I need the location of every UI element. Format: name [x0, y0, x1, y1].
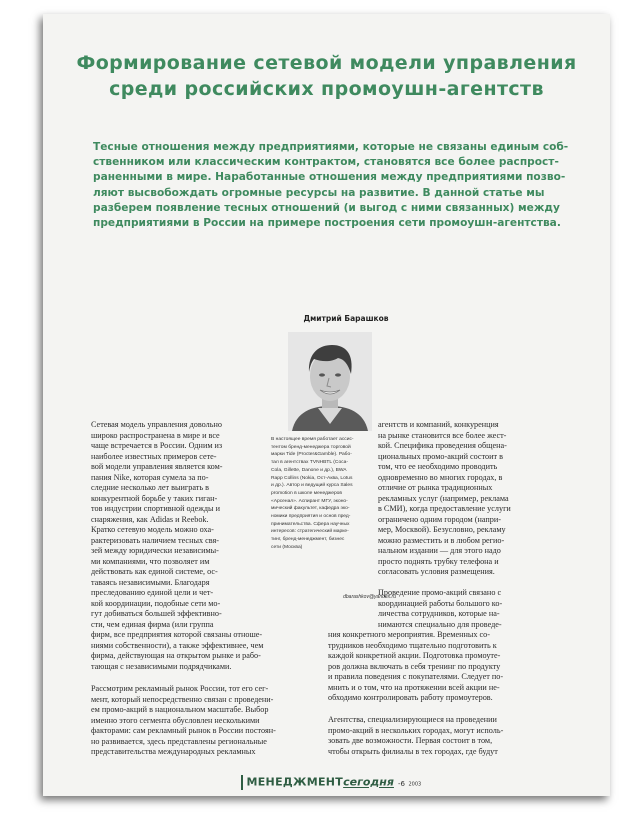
lead-line: ляют высвобождать огромные ресурсы на развитие. В данной статье мы: [93, 186, 545, 199]
lead-line: раненными в мире. Наработанные отношения между предприятиями позво-: [93, 171, 566, 184]
body-line: вой модели управления является ком-: [91, 462, 223, 471]
bio-line: тинг, бренд-менеджмент, бизнес: [271, 537, 345, 543]
title-line: Формирование сетевой модели управления: [76, 52, 577, 74]
body-line: и правила поведения с покупателями. Следует по-: [328, 672, 504, 681]
body-line: Сетевая модель управления довольно: [91, 420, 222, 429]
body-line: координацией работы большого ко-: [378, 598, 503, 608]
body-line: следние несколько лет выиграть в: [91, 483, 209, 492]
body-line: ров должна включать в себя тренинг по продукту: [328, 661, 501, 671]
body-column-left-wide: [91, 630, 325, 672]
body-line: представительства международных рекламных: [91, 747, 256, 756]
body-line: ем промо-акций в национальном масштабе. Выбор: [91, 705, 269, 714]
body-line: ограничено одним городом (напри-: [378, 514, 501, 524]
body-line: пания Nike, которая сумела за по-: [91, 472, 209, 482]
body-line: снаряжения, как Adidas и Reebok.: [91, 514, 209, 524]
body-line: том, что ее необходимо проводить: [378, 462, 498, 471]
body-line: одновременно во многих городах, в: [378, 472, 503, 482]
body-line: согласовать условия размещения.: [378, 567, 495, 576]
body-column-center: [328, 630, 556, 704]
issue-year: 2003: [408, 781, 422, 788]
body-line: агентств и компаний, конкуренция: [378, 420, 499, 429]
article-lead: [93, 140, 569, 231]
body-line: нальном издании — для этого надо: [378, 546, 501, 555]
bio-line: марки Tide (Procter&Gamble). Рабо-: [271, 452, 352, 458]
issue-number: -6: [397, 779, 405, 788]
page-footer: [241, 775, 421, 790]
author-name: Дмитрий Барашков: [303, 314, 389, 323]
bio-line: интересов: стратегический марке-: [271, 529, 349, 535]
body-line: действовать как единой системе, ос-: [91, 567, 218, 576]
body-line: мер, Москвой). Безусловно, рекламу: [378, 525, 506, 534]
bio-line: «Арсенал». Аспирант МГУ, эконо-: [271, 498, 348, 504]
body-column-right-para2: [378, 588, 556, 630]
body-line: тов индустрии спортивной одежды и: [91, 504, 220, 513]
body-line: мент, который непосредственно связан с проведени-: [91, 694, 274, 704]
body-line: рактеризовать наличием тесных свя-: [91, 535, 219, 545]
author-email[interactable]: dbarashkov@yandex.ru: [343, 594, 396, 600]
body-line: тающая с независимыми подрядчиками.: [91, 661, 232, 671]
body-line: отличие от рынка традиционных: [378, 483, 493, 492]
magazine-brand: МЕНЕДЖМЕНТ: [246, 775, 344, 789]
body-line: можно разместить и в любом регио-: [378, 535, 505, 545]
lead-line: Тесные отношения между предприятиями, которые не связаны единым соб-: [93, 141, 569, 153]
body-column-left: [91, 420, 271, 630]
body-line: Агентства, специализирующиеся на проведении: [328, 715, 497, 724]
body-line: циональных промо-акций состоит в: [378, 451, 504, 461]
body-line: нимаются специально для проведе-: [378, 619, 502, 629]
body-column-left-para2: [91, 684, 323, 758]
body-line: конкурентной борьбе у таких гиган-: [91, 493, 218, 503]
title-line: среди российских промоушн-агентств: [109, 78, 544, 100]
bio-line: promotion в школе менеджеров: [271, 490, 343, 496]
body-line: личества сотрудников, которые на-: [378, 609, 500, 618]
body-line: широко распространена в мире и все: [91, 430, 220, 440]
body-line: обходимо контролировать работу промоутеров.: [328, 693, 493, 702]
author-photo: [288, 332, 372, 431]
footer-divider: [241, 775, 243, 790]
body-line: зей между юридически независимы-: [91, 546, 219, 555]
body-line: кой координации, подобные сети мо-: [91, 598, 221, 608]
bio-line: тентом бренд-менеджера торговой: [271, 444, 351, 450]
bio-line: сети (Москва): [271, 544, 303, 550]
body-line: зовать две возможности. Первая состоит в том,: [328, 736, 493, 745]
body-line: рекламных услуг (например, реклама: [378, 493, 509, 503]
body-line: факторами: сам рекламный рынок в России постоян-: [91, 726, 276, 735]
body-line: преследованию единой цели и чет-: [91, 588, 214, 597]
body-line: трудников необходимо тщательно подготовить к: [328, 640, 497, 650]
body-line: чаще встречается в России. Одним из: [91, 441, 223, 450]
lead-line: ственником или классическим контрактом, становятся все более распрост-: [93, 156, 559, 169]
body-line: каждой конкретной акции. Подготовка промоуте-: [328, 651, 501, 660]
body-line: именно этого сегмента обусловлен несколькими: [91, 715, 260, 725]
body-line: гут добиваться большей эффективно-: [91, 609, 222, 618]
bio-line: Rapp Collins (Nokia, Ост-Аква, Lotus: [271, 475, 353, 481]
body-line: Рассмотрим рекламный рынок России, тот его сег-: [91, 684, 269, 693]
bio-line: принимательства. Сфера научных: [271, 521, 350, 527]
lead-line: предприятиями в России на примере построения сети промоушн-агентства.: [93, 217, 561, 230]
body-line: на рынке становится все более жест-: [378, 430, 507, 440]
body-line: но развивается, здесь представлены региональные: [91, 736, 267, 746]
lead-line: разберем появление тесных отношений (и выгод с ними связанных) между: [93, 201, 560, 214]
magazine-brand-suffix: сегодня: [343, 775, 394, 789]
body-line: сти, чем единая фирма (или группа: [91, 619, 214, 629]
body-line: кой. Специфика проведения общена-: [378, 441, 507, 450]
body-column-right: [378, 420, 556, 578]
body-line: Кратко сетевую модель можно оха-: [91, 525, 214, 534]
body-column-center-para2: [328, 715, 556, 757]
body-line: Проведение промо-акций связано с: [378, 588, 502, 597]
bio-line: Cola, Gillette, Danone и др.), BWA: [271, 467, 347, 473]
bio-line: и др.). Автор и ведущий курса Sales: [271, 483, 353, 489]
portrait-image: [288, 332, 372, 431]
body-line: ния конкретного мероприятия. Временных со-: [328, 630, 490, 639]
body-line: наиболее известных примеров сете-: [91, 451, 217, 461]
body-line: ниями собственности), а также эффективнее, чем: [91, 640, 264, 650]
body-line: фирм, все предприятия которой связаны отноше-: [91, 630, 263, 639]
body-line: просто поднять трубку телефона и: [378, 556, 499, 566]
body-line: чтобы открыть филиалы в тех городах, где будут: [328, 746, 498, 756]
bio-line: мический факультет, кафедра эко-: [271, 506, 350, 512]
body-line: таваясь независимыми. Благодаря: [91, 577, 210, 587]
body-line: ми компаниями, что позволяет им: [91, 556, 210, 566]
body-line: промо-акций в нескольких городах, могут исполь-: [328, 725, 504, 735]
article-title: [43, 50, 610, 102]
bio-line: тал в агентствах TVNHBTL (Coca-: [271, 460, 348, 466]
body-line: в СМИ), когда предоставление услуги: [378, 504, 511, 513]
magazine-page: [43, 14, 610, 796]
bio-line: номики предприятия и основ пред-: [271, 514, 351, 520]
bio-line: В настоящее время работает ассис-: [271, 437, 354, 442]
body-line: мнить и о том, что на протяжении всей акции не-: [328, 682, 500, 692]
body-line: фирма, действующая на открытом рынке и рабо-: [91, 651, 261, 660]
